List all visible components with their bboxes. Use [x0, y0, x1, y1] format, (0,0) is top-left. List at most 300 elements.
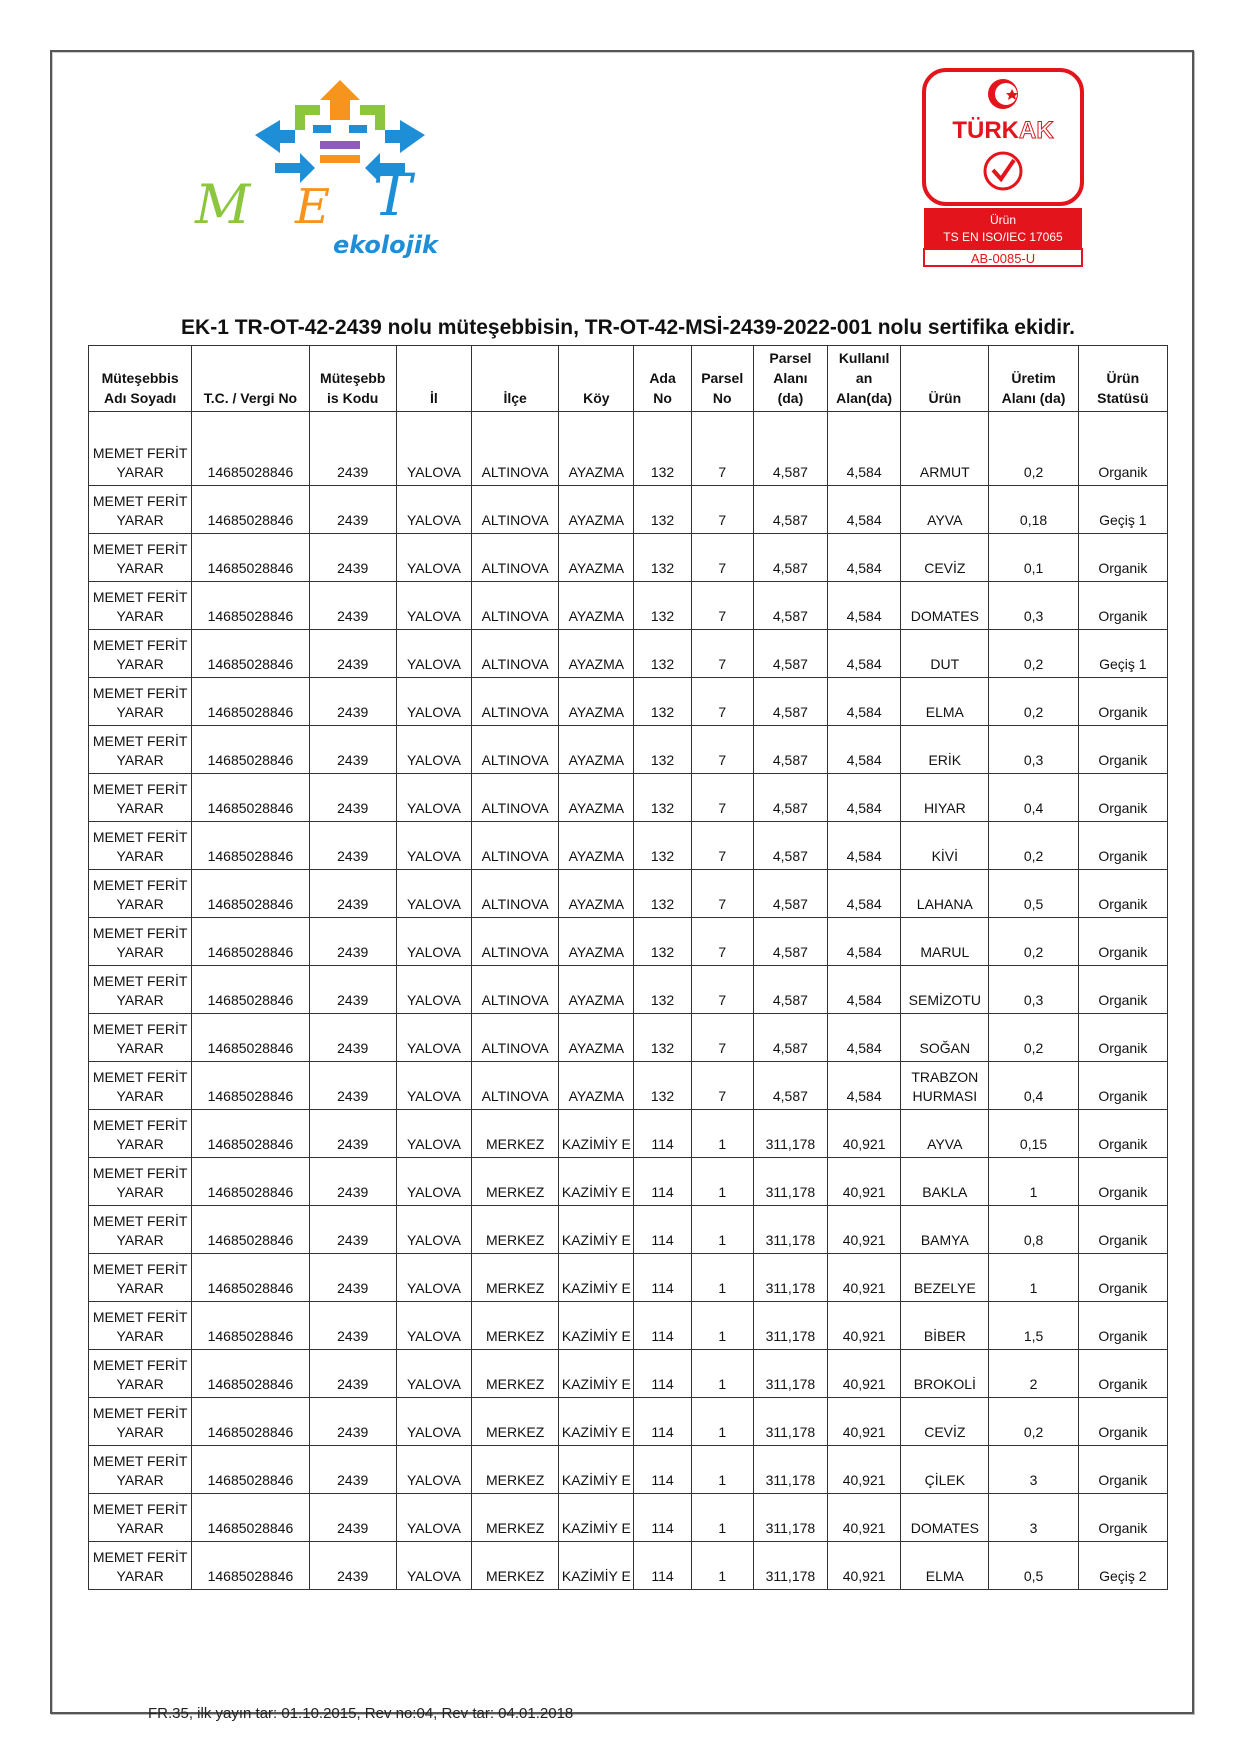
table-cell: 2439 [309, 1542, 396, 1590]
table-cell: 4,584 [828, 412, 901, 486]
form-revision-footer: FR.35, ilk yayın tar: 01.10.2015, Rev no:04, Rev tar: 04.01.2018 [148, 1705, 574, 1722]
table-cell: DOMATES [901, 582, 989, 630]
table-cell: AYAZMA [559, 534, 634, 582]
table-cell: 2439 [309, 1398, 396, 1446]
table-cell: 4,584 [828, 1062, 901, 1110]
table-cell: MERKEZ [472, 1542, 559, 1590]
table-cell: 0,2 [989, 630, 1078, 678]
table-cell: KİVİ [901, 822, 989, 870]
table-cell: 132 [634, 630, 691, 678]
table-cell: 14685028846 [192, 678, 309, 726]
met-logo-graphic [195, 75, 485, 275]
table-cell: MEMET FERİT YARAR [89, 412, 192, 486]
table-cell: 14685028846 [192, 966, 309, 1014]
turkak-code: AB-0085-U [970, 251, 1036, 266]
table-cell: 0,3 [989, 582, 1078, 630]
table-cell: 14685028846 [192, 726, 309, 774]
table-cell: ALTINOVA [472, 918, 559, 966]
table-cell: MEMET FERİT YARAR [89, 630, 192, 678]
table-cell: 14685028846 [192, 630, 309, 678]
table-cell: 2439 [309, 1110, 396, 1158]
column-header-line: Ürün [1106, 370, 1140, 386]
table-cell: ALTINOVA [472, 582, 559, 630]
met-letter-t: T [373, 161, 412, 229]
table-cell: 7 [691, 486, 753, 534]
table-cell: Organik [1078, 1350, 1167, 1398]
met-letter-m: M [195, 173, 251, 236]
table-cell: 132 [634, 870, 691, 918]
table-cell: 114 [634, 1206, 691, 1254]
table-cell: SOĞAN [901, 1014, 989, 1062]
table-cell: 14685028846 [192, 1254, 309, 1302]
table-cell: 0,4 [989, 1062, 1078, 1110]
table-cell: 7 [691, 918, 753, 966]
table-cell: YALOVA [396, 1254, 471, 1302]
table-cell: 1 [691, 1542, 753, 1590]
table-cell: 132 [634, 582, 691, 630]
table-cell: 4,584 [828, 486, 901, 534]
table-cell: YALOVA [396, 1350, 471, 1398]
table-cell: 2439 [309, 1014, 396, 1062]
table-cell: 7 [691, 1062, 753, 1110]
table-cell: 1 [691, 1350, 753, 1398]
column-header-line: Ada [649, 370, 676, 386]
table-cell: 0,2 [989, 918, 1078, 966]
table-cell: ALTINOVA [472, 534, 559, 582]
table-cell: 0,8 [989, 1206, 1078, 1254]
table-cell: 7 [691, 822, 753, 870]
table-cell: AYVA [901, 486, 989, 534]
table-cell: 114 [634, 1302, 691, 1350]
table-cell: 40,921 [828, 1542, 901, 1590]
table-cell: 114 [634, 1158, 691, 1206]
column-header-line: Parsel [701, 370, 744, 386]
table-cell: YALOVA [396, 678, 471, 726]
table-cell: 14685028846 [192, 1542, 309, 1590]
column-header [691, 346, 753, 412]
table-cell: Organik [1078, 1110, 1167, 1158]
table-row [89, 918, 1168, 966]
table-cell: 4,587 [753, 412, 827, 486]
table-cell: ELMA [901, 678, 989, 726]
column-header [559, 346, 634, 412]
table-cell: 4,584 [828, 822, 901, 870]
turkak-name-suffix: AK [1018, 117, 1054, 144]
table-cell: 0,15 [989, 1110, 1078, 1158]
table-cell: 40,921 [828, 1206, 901, 1254]
table-row [89, 534, 1168, 582]
turkak-logo-graphic [922, 68, 1084, 268]
table-cell: 132 [634, 534, 691, 582]
table-cell: Organik [1078, 1494, 1167, 1542]
table-cell: MEMET FERİT YARAR [89, 582, 192, 630]
table-cell: 2439 [309, 1302, 396, 1350]
table-cell: 2439 [309, 1206, 396, 1254]
table-cell: YALOVA [396, 1398, 471, 1446]
table-cell: HIYAR [901, 774, 989, 822]
table-cell: 2439 [309, 534, 396, 582]
table-cell: 4,584 [828, 1014, 901, 1062]
table-cell: 14685028846 [192, 582, 309, 630]
table-cell: 2439 [309, 1350, 396, 1398]
table-cell: Organik [1078, 412, 1167, 486]
table-cell: MEMET FERİT YARAR [89, 822, 192, 870]
table-cell: 4,587 [753, 822, 827, 870]
table-cell: ÇİLEK [901, 1446, 989, 1494]
table-cell: AYAZMA [559, 870, 634, 918]
table-cell: 114 [634, 1350, 691, 1398]
table-cell: 4,584 [828, 966, 901, 1014]
table-cell: 0,3 [989, 966, 1078, 1014]
table-cell: 0,2 [989, 1014, 1078, 1062]
table-cell: 14685028846 [192, 918, 309, 966]
table-cell: 2439 [309, 966, 396, 1014]
table-cell: MEMET FERİT YARAR [89, 726, 192, 774]
column-header-line: Üretim [1011, 370, 1056, 386]
table-cell: MEMET FERİT YARAR [89, 1110, 192, 1158]
table-cell: MEMET FERİT YARAR [89, 1206, 192, 1254]
table-cell: 114 [634, 1254, 691, 1302]
met-ekolojik-logo [195, 75, 485, 275]
table-cell: Organik [1078, 1398, 1167, 1446]
table-cell: 1 [691, 1254, 753, 1302]
table-row [89, 1542, 1168, 1590]
table-row [89, 1302, 1168, 1350]
turkak-line2: TS EN ISO/IEC 17065 [943, 230, 1063, 244]
table-cell: 0,2 [989, 822, 1078, 870]
table-cell: ALTINOVA [472, 412, 559, 486]
table-row [89, 774, 1168, 822]
table-cell: MERKEZ [472, 1254, 559, 1302]
table-cell: 7 [691, 630, 753, 678]
table-row [89, 678, 1168, 726]
table-cell: AYAZMA [559, 630, 634, 678]
table-cell: 7 [691, 1014, 753, 1062]
table-cell: 4,587 [753, 582, 827, 630]
table-cell: AYAZMA [559, 412, 634, 486]
table-cell: 7 [691, 582, 753, 630]
table-cell: MEMET FERİT YARAR [89, 966, 192, 1014]
table-cell: MERKEZ [472, 1350, 559, 1398]
table-cell: 2439 [309, 412, 396, 486]
table-cell: YALOVA [396, 1062, 471, 1110]
table-cell: KAZİMİY E [559, 1494, 634, 1542]
table-cell: Geçiş 2 [1078, 1542, 1167, 1590]
table-cell: Organik [1078, 1302, 1167, 1350]
table-row [89, 582, 1168, 630]
table-cell: YALOVA [396, 966, 471, 1014]
table-cell: MEMET FERİT YARAR [89, 1494, 192, 1542]
column-header-line: İlçe [503, 390, 527, 406]
column-header-line: Köy [583, 390, 610, 406]
table-row [89, 1398, 1168, 1446]
table-cell: YALOVA [396, 1014, 471, 1062]
table-row [89, 1350, 1168, 1398]
table-cell: Organik [1078, 678, 1167, 726]
table-cell: 4,584 [828, 582, 901, 630]
table-cell: 2439 [309, 822, 396, 870]
table-cell: Organik [1078, 870, 1167, 918]
table-cell: CEVİZ [901, 1398, 989, 1446]
table-cell: 1 [691, 1446, 753, 1494]
table-cell: 4,584 [828, 534, 901, 582]
table-cell: MERKEZ [472, 1110, 559, 1158]
column-header [89, 346, 192, 412]
table-cell: YALOVA [396, 412, 471, 486]
table-cell: DUT [901, 630, 989, 678]
table-cell: AYAZMA [559, 966, 634, 1014]
table-cell: 4,587 [753, 678, 827, 726]
table-cell: 3 [989, 1494, 1078, 1542]
table-row [89, 822, 1168, 870]
table-cell: 4,584 [828, 726, 901, 774]
table-cell: AYAZMA [559, 1062, 634, 1110]
table-cell: 7 [691, 412, 753, 486]
table-cell: 7 [691, 726, 753, 774]
table-cell: 132 [634, 966, 691, 1014]
table-cell: 14685028846 [192, 822, 309, 870]
table-cell: 311,178 [753, 1350, 827, 1398]
table-cell: 132 [634, 774, 691, 822]
column-header-line: T.C. / Vergi No [203, 390, 298, 406]
table-cell: 14685028846 [192, 1014, 309, 1062]
column-header-line: No [712, 390, 732, 406]
met-letter-e: E [295, 179, 331, 235]
table-cell: TRABZON HURMASI [901, 1062, 989, 1110]
table-cell: 114 [634, 1494, 691, 1542]
table-cell: 1,5 [989, 1302, 1078, 1350]
table-cell: BAKLA [901, 1158, 989, 1206]
table-cell: 4,587 [753, 1062, 827, 1110]
table-cell: 40,921 [828, 1254, 901, 1302]
table-cell: 2439 [309, 1062, 396, 1110]
table-cell: 4,587 [753, 486, 827, 534]
table-cell: 14685028846 [192, 1302, 309, 1350]
svg-text:TÜRKAK [952, 117, 1054, 144]
table-cell: MEMET FERİT YARAR [89, 1542, 192, 1590]
table-cell: 0,3 [989, 726, 1078, 774]
column-header [192, 346, 309, 412]
table-cell: BAMYA [901, 1206, 989, 1254]
table-cell: 2439 [309, 918, 396, 966]
table-cell: YALOVA [396, 1542, 471, 1590]
table-cell: YALOVA [396, 1494, 471, 1542]
column-header [753, 346, 827, 412]
table-cell: MERKEZ [472, 1494, 559, 1542]
table-cell: 1 [989, 1254, 1078, 1302]
table-cell: 114 [634, 1446, 691, 1494]
table-cell: MEMET FERİT YARAR [89, 1350, 192, 1398]
table-cell: 311,178 [753, 1110, 827, 1158]
table-cell: 311,178 [753, 1254, 827, 1302]
table-cell: KAZİMİY E [559, 1206, 634, 1254]
table-cell: 14685028846 [192, 774, 309, 822]
table-cell: Organik [1078, 966, 1167, 1014]
table-cell: Organik [1078, 822, 1167, 870]
table-cell: 4,587 [753, 774, 827, 822]
column-header [901, 346, 989, 412]
table-cell: 7 [691, 966, 753, 1014]
table-cell: 1 [691, 1494, 753, 1542]
table-cell: Organik [1078, 726, 1167, 774]
table-cell: 40,921 [828, 1494, 901, 1542]
table-cell: 311,178 [753, 1158, 827, 1206]
turkak-line1: Ürün [989, 213, 1017, 227]
table-cell: 0,2 [989, 412, 1078, 486]
table-cell: KAZİMİY E [559, 1398, 634, 1446]
table-cell: 0,4 [989, 774, 1078, 822]
column-header-line: (da) [777, 390, 804, 406]
table-cell: ALTINOVA [472, 1062, 559, 1110]
table-cell: MEMET FERİT YARAR [89, 1302, 192, 1350]
table-cell: 114 [634, 1110, 691, 1158]
table-cell: MERKEZ [472, 1302, 559, 1350]
table-cell: SEMİZOTU [901, 966, 989, 1014]
table-cell: AYAZMA [559, 1014, 634, 1062]
table-cell: 0,5 [989, 870, 1078, 918]
column-header [396, 346, 471, 412]
column-header-line: Kullanıl [838, 350, 890, 366]
table-cell: 1 [691, 1302, 753, 1350]
table-cell: 132 [634, 822, 691, 870]
table-cell: 2 [989, 1350, 1078, 1398]
table-cell: YALOVA [396, 1206, 471, 1254]
table-cell: MEMET FERİT YARAR [89, 1254, 192, 1302]
table-cell: MEMET FERİT YARAR [89, 870, 192, 918]
table-cell: 311,178 [753, 1206, 827, 1254]
table-cell: 14685028846 [192, 1398, 309, 1446]
table-cell: 2439 [309, 582, 396, 630]
table-cell: 7 [691, 870, 753, 918]
turkak-accreditation-logo [922, 68, 1084, 268]
table-cell: MEMET FERİT YARAR [89, 678, 192, 726]
met-tagline: ekolojik [333, 231, 438, 259]
table-cell: YALOVA [396, 774, 471, 822]
column-header-line: an [855, 370, 873, 386]
table-cell: MERKEZ [472, 1206, 559, 1254]
table-cell: Organik [1078, 1446, 1167, 1494]
table-cell: KAZİMİY E [559, 1158, 634, 1206]
table-cell: 1 [691, 1158, 753, 1206]
table-cell: 1 [989, 1158, 1078, 1206]
table-cell: ARMUT [901, 412, 989, 486]
table-cell: 2439 [309, 1446, 396, 1494]
table-cell: 14685028846 [192, 534, 309, 582]
table-cell: 0,5 [989, 1542, 1078, 1590]
table-cell: 14685028846 [192, 486, 309, 534]
table-row [89, 412, 1168, 486]
table-cell: 132 [634, 918, 691, 966]
table-cell: MERKEZ [472, 1158, 559, 1206]
table-cell: MERKEZ [472, 1446, 559, 1494]
table-row [89, 1254, 1168, 1302]
table-row [89, 966, 1168, 1014]
table-cell: ERİK [901, 726, 989, 774]
table-cell: 114 [634, 1542, 691, 1590]
table-cell: 4,587 [753, 630, 827, 678]
crescent-star-icon [988, 79, 1018, 109]
table-cell: MERKEZ [472, 1398, 559, 1446]
table-cell: 14685028846 [192, 1110, 309, 1158]
table-cell: Organik [1078, 534, 1167, 582]
table-row [89, 1494, 1168, 1542]
table-cell: Organik [1078, 918, 1167, 966]
table-cell: AYAZMA [559, 678, 634, 726]
table-cell: 14685028846 [192, 1062, 309, 1110]
table-cell: KAZİMİY E [559, 1446, 634, 1494]
table-cell: 132 [634, 486, 691, 534]
column-header-line: Ürün [928, 390, 962, 406]
table-cell: 1 [691, 1206, 753, 1254]
table-cell: AYAZMA [559, 486, 634, 534]
table-cell: 14685028846 [192, 1350, 309, 1398]
table-cell: 132 [634, 412, 691, 486]
table-cell: Organik [1078, 774, 1167, 822]
column-header-line: İl [430, 390, 438, 406]
table-cell: 0,18 [989, 486, 1078, 534]
table-cell: Organik [1078, 1014, 1167, 1062]
column-header [989, 346, 1078, 412]
column-header-line: Alan(da) [836, 390, 893, 406]
table-cell: MEMET FERİT YARAR [89, 774, 192, 822]
table-cell: 7 [691, 534, 753, 582]
table-cell: 132 [634, 678, 691, 726]
column-header-line: Alanı [773, 370, 808, 386]
table-cell: KAZİMİY E [559, 1350, 634, 1398]
table-row [89, 1014, 1168, 1062]
table-cell: 1 [691, 1398, 753, 1446]
table-cell: 14685028846 [192, 870, 309, 918]
table-cell: 0,1 [989, 534, 1078, 582]
table-cell: KAZİMİY E [559, 1254, 634, 1302]
table-cell: Organik [1078, 582, 1167, 630]
table-cell: 4,584 [828, 918, 901, 966]
table-row [89, 1062, 1168, 1110]
table-cell: ALTINOVA [472, 870, 559, 918]
column-header-line: Müteşebbis [101, 370, 179, 386]
table-cell: 2439 [309, 1158, 396, 1206]
table-cell: MEMET FERİT YARAR [89, 918, 192, 966]
table-cell: YALOVA [396, 1302, 471, 1350]
table-row [89, 630, 1168, 678]
table-cell: 132 [634, 1062, 691, 1110]
table-cell: Organik [1078, 1254, 1167, 1302]
turkak-name-prefix: TÜRK [952, 117, 1019, 144]
table-cell: 4,584 [828, 678, 901, 726]
table-cell: BROKOLİ [901, 1350, 989, 1398]
table-cell: 40,921 [828, 1446, 901, 1494]
column-header-line: Adı Soyadı [103, 390, 177, 406]
table-cell: 0,2 [989, 1398, 1078, 1446]
table-cell: MEMET FERİT YARAR [89, 1446, 192, 1494]
table-cell: 1 [691, 1110, 753, 1158]
table-cell: MEMET FERİT YARAR [89, 1014, 192, 1062]
table-cell: ELMA [901, 1542, 989, 1590]
table-cell: YALOVA [396, 534, 471, 582]
table-cell: BEZELYE [901, 1254, 989, 1302]
table-cell: 4,587 [753, 918, 827, 966]
table-cell: 4,587 [753, 726, 827, 774]
table-cell: 4,587 [753, 870, 827, 918]
table-cell: YALOVA [396, 582, 471, 630]
table-cell: 14685028846 [192, 1494, 309, 1542]
table-row [89, 1110, 1168, 1158]
table-cell: AYVA [901, 1110, 989, 1158]
column-header [309, 346, 396, 412]
table-header-row [89, 346, 1168, 412]
table-cell: MEMET FERİT YARAR [89, 1158, 192, 1206]
table-cell: LAHANA [901, 870, 989, 918]
